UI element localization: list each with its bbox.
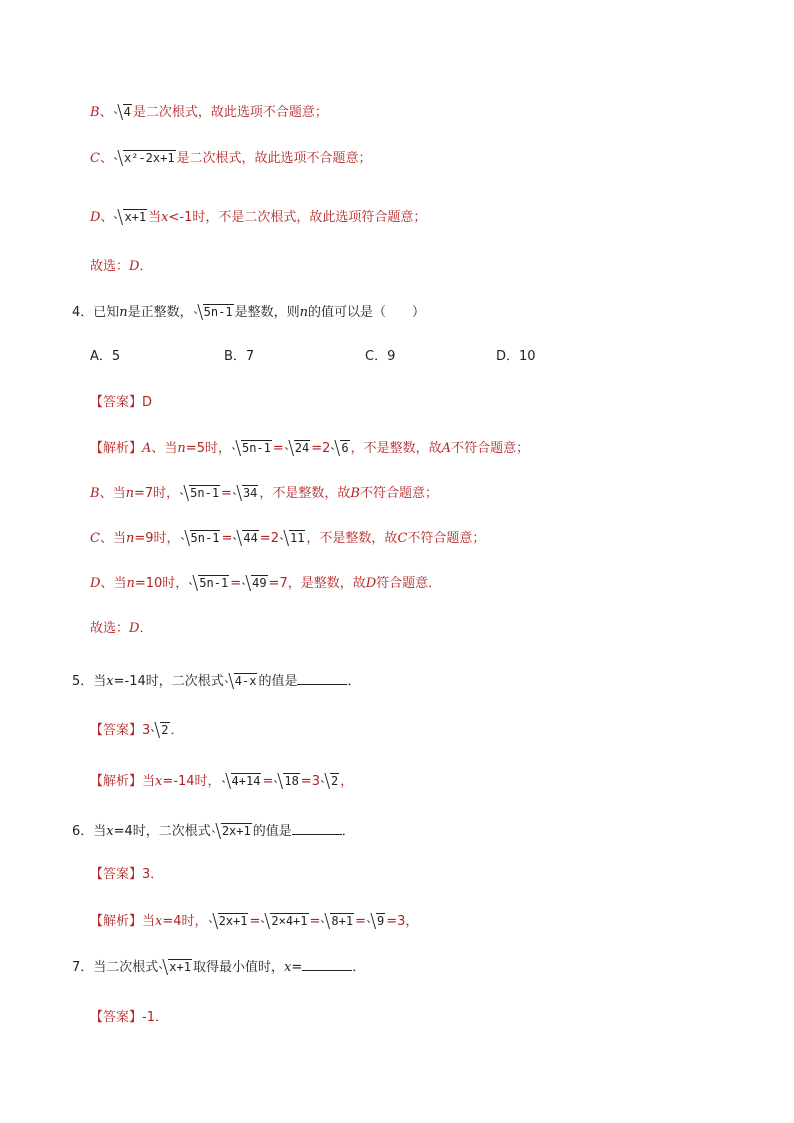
radical: x+1 [114, 207, 147, 228]
question-6-analysis: 【解析】当x=4时， 2x+1 = 2×4+1 = 8+1 = 9 =3， [90, 911, 418, 932]
radical: 4 [114, 102, 132, 123]
option-c: C．9 [365, 349, 396, 364]
question-4-stem: 4．已知n是正整数， 5n-1 是整数，则n的值可以是（ ） [72, 302, 425, 323]
question-4-analysis-b: B、当n=7时， 5n-1 = 34 ，不是整数，故B不符合题意； [90, 483, 438, 504]
question-4-options [90, 347, 690, 367]
question-4-analysis-c: C、当n=9时， 5n-1 = 44 =2 11 ，不是整数，故C不符合题意； [90, 528, 485, 549]
radical: 5n-1 [194, 302, 234, 323]
option-b: B．7 [224, 349, 255, 364]
question-4-analysis-d: D、当n=10时， 5n-1 = 49 =7，是整数，故D符合题意． [90, 573, 441, 594]
prev-selection: 故选：D． [90, 259, 153, 274]
question-7-answer: 【答案】-1． [90, 1010, 168, 1025]
answer-blank [297, 670, 347, 685]
question-7-stem: 7．当二次根式 x+1 取得最小值时，x= ． [72, 956, 365, 978]
option-label: B [90, 105, 100, 120]
option-a: A．5 [90, 349, 121, 364]
question-4-selection: 故选：D． [90, 621, 153, 636]
answer-blank [302, 956, 352, 971]
prev-option-b-line: B、 4 是二次根式，故此选项不合题意； [90, 102, 328, 123]
question-4-analysis-a: 【解析】A、当n=5时， 5n-1 = 24 =2 6 ，不是整数，故A不符合题意； [90, 438, 529, 459]
radical: x²-2x+1 [114, 148, 176, 169]
question-5-answer: 【答案】3 2 ． [90, 720, 184, 741]
question-6-answer: 【答案】3． [90, 867, 164, 882]
answer-blank [292, 820, 342, 835]
question-5-analysis: 【解析】当x=-14时， 4+14 = 18 =3 2 ， [90, 771, 353, 792]
question-5-stem: 5．当x=-14时，二次根式 4-x 的值是 ． [72, 670, 361, 692]
option-d: D．10 [496, 349, 536, 364]
prev-option-c-line: C、 x²-2x+1 是二次根式，故此选项不合题意； [90, 148, 372, 169]
question-6-stem: 6．当x=4时，二次根式 2x+1 的值是 ． [72, 820, 355, 842]
question-4-answer: 【答案】D [90, 395, 153, 410]
prev-option-d-line: D、 x+1 当x<-1时，不是二次根式，故此选项符合题意； [90, 207, 426, 228]
